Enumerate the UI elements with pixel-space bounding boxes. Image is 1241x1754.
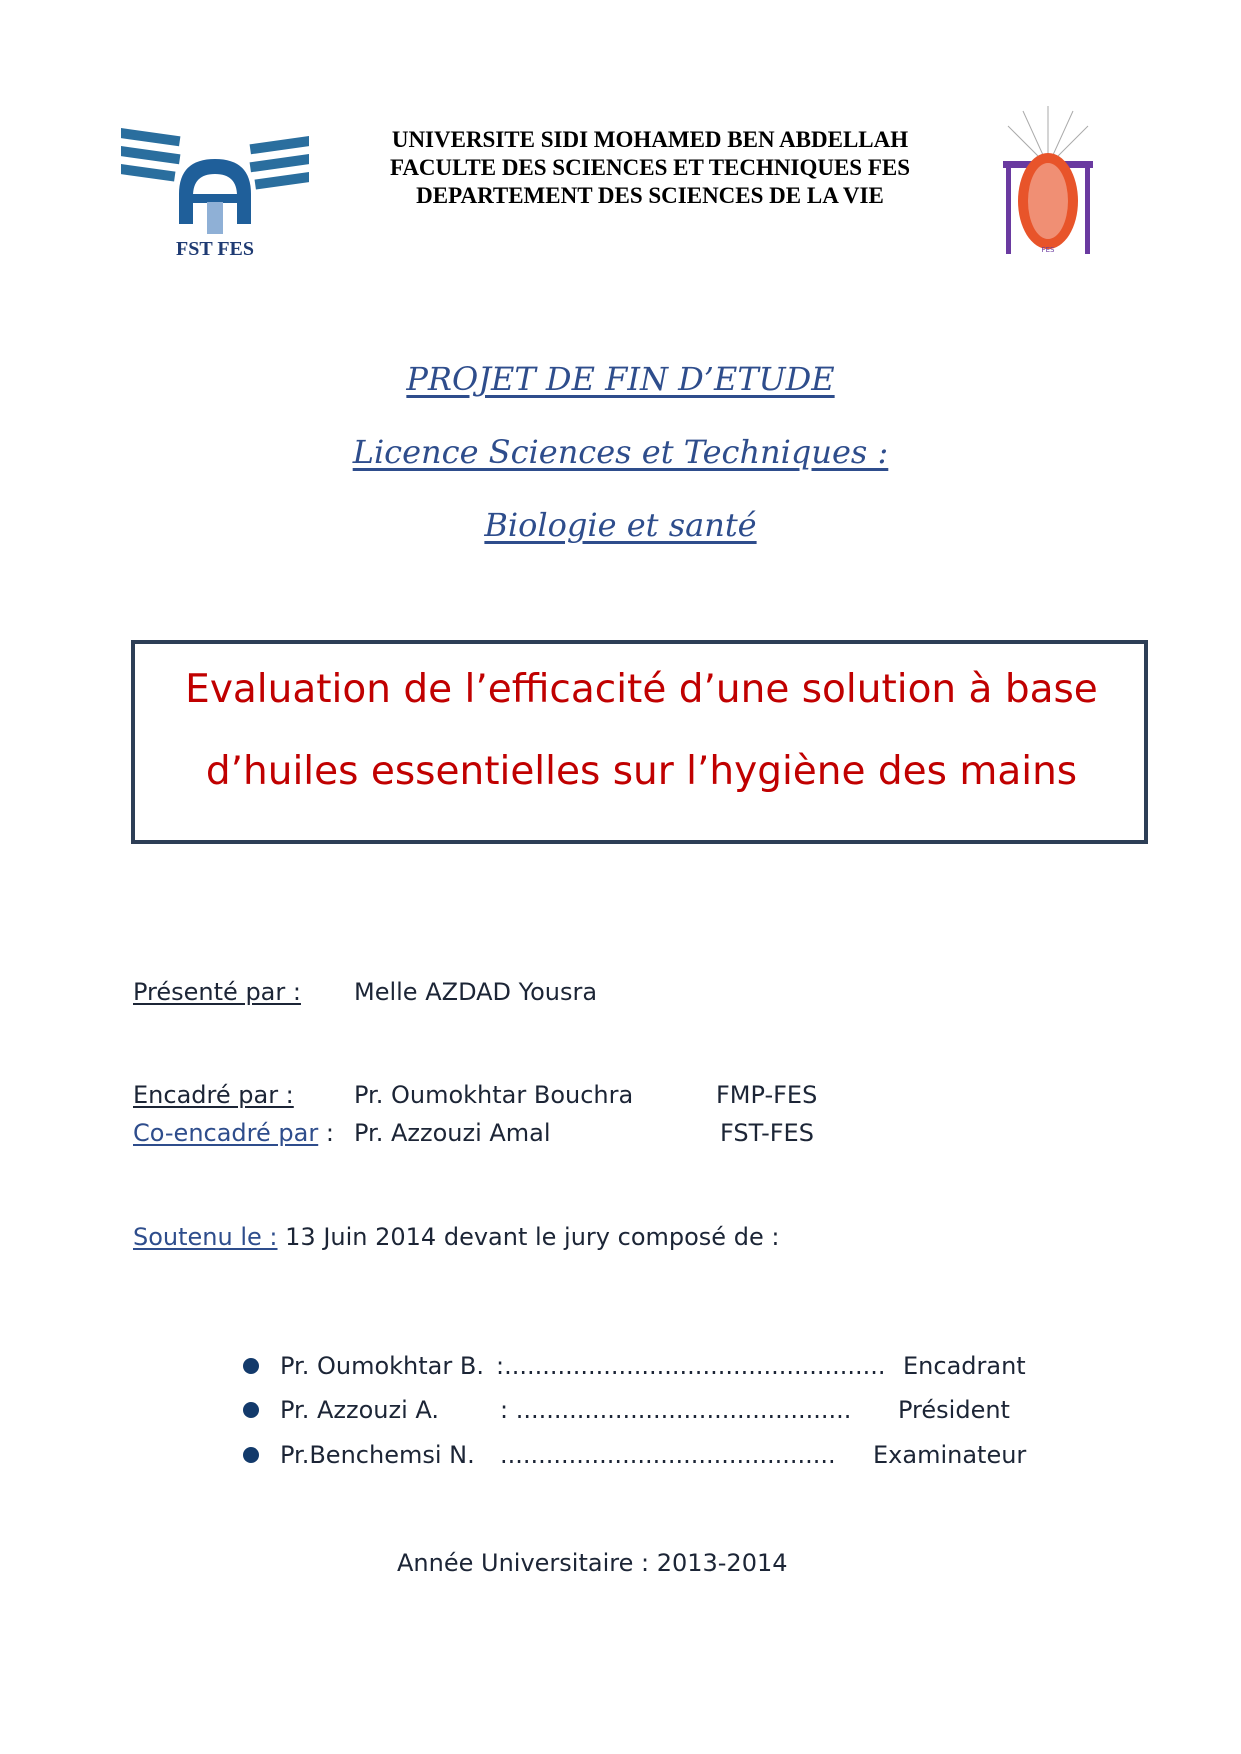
jury-member-dots: ............................................: [500, 1441, 836, 1469]
supervised-by-label: Encadré par :: [133, 1081, 294, 1109]
jury-member-role: Examinateur: [873, 1441, 1027, 1469]
cosupervised-colon: :: [325, 1119, 334, 1147]
defense-date: 13 Juin 2014 devant le jury composé de :: [285, 1223, 780, 1251]
academic-year: Année Universitaire : 2013-2014: [397, 1549, 788, 1577]
cosupervisor-name: Pr. Azzouzi Amal: [354, 1119, 551, 1147]
supervisor-name: Pr. Oumokhtar Bouchra: [354, 1081, 634, 1109]
fst-fes-logo-text: FST FES: [176, 238, 254, 260]
degree-name: Licence Sciences et Techniques :: [352, 433, 889, 471]
usmba-logo: [998, 106, 1098, 258]
cosupervisor-institution: FST-FES: [720, 1119, 814, 1147]
jury-member-role: Président: [898, 1396, 1010, 1424]
cosupervised-by-label: Co-encadré par: [133, 1119, 319, 1147]
department-name: DEPARTEMENT DES SCIENCES DE LA VIE: [416, 183, 884, 208]
supervisor-institution: FMP-FES: [716, 1081, 818, 1109]
jury-member-name: Pr. Azzouzi A.: [280, 1396, 439, 1424]
bullet-icon: [243, 1358, 259, 1374]
bullet-icon: [243, 1447, 259, 1463]
jury-member-name: Pr.Benchemsi N.: [280, 1441, 475, 1469]
jury-member-dots: :..................................................: [496, 1352, 886, 1380]
cosupervised-row: [133, 1119, 334, 1147]
defended-label: Soutenu le :: [133, 1223, 278, 1251]
bullet-icon: [243, 1402, 259, 1418]
university-name: UNIVERSITE SIDI MOHAMED BEN ABDELLAH: [391, 127, 909, 152]
usmba-logo-text: FES: [1041, 246, 1055, 254]
jury-member-role: Encadrant: [903, 1352, 1026, 1380]
thesis-title-line-1: Evaluation de l’efficacité d’une solution à base: [185, 667, 1098, 712]
defense-row: [133, 1223, 779, 1251]
project-type: PROJET DE FIN D’ETUDE: [406, 360, 835, 398]
student-name: Melle AZDAD Yousra: [354, 978, 598, 1006]
university-header: [300, 126, 1000, 210]
thesis-title-line-2: d’huiles essentielles sur l’hygiène des mains: [205, 749, 1078, 794]
presented-by-label: Présenté par :: [133, 978, 301, 1006]
fst-fes-logo: [121, 124, 309, 260]
jury-member-name: Pr. Oumokhtar B.: [280, 1352, 484, 1380]
faculty-name: FACULTE DES SCIENCES ET TECHNIQUES FES: [389, 155, 911, 180]
specialty: Biologie et santé: [484, 506, 757, 544]
jury-member-dots: : ............................................: [500, 1396, 852, 1424]
